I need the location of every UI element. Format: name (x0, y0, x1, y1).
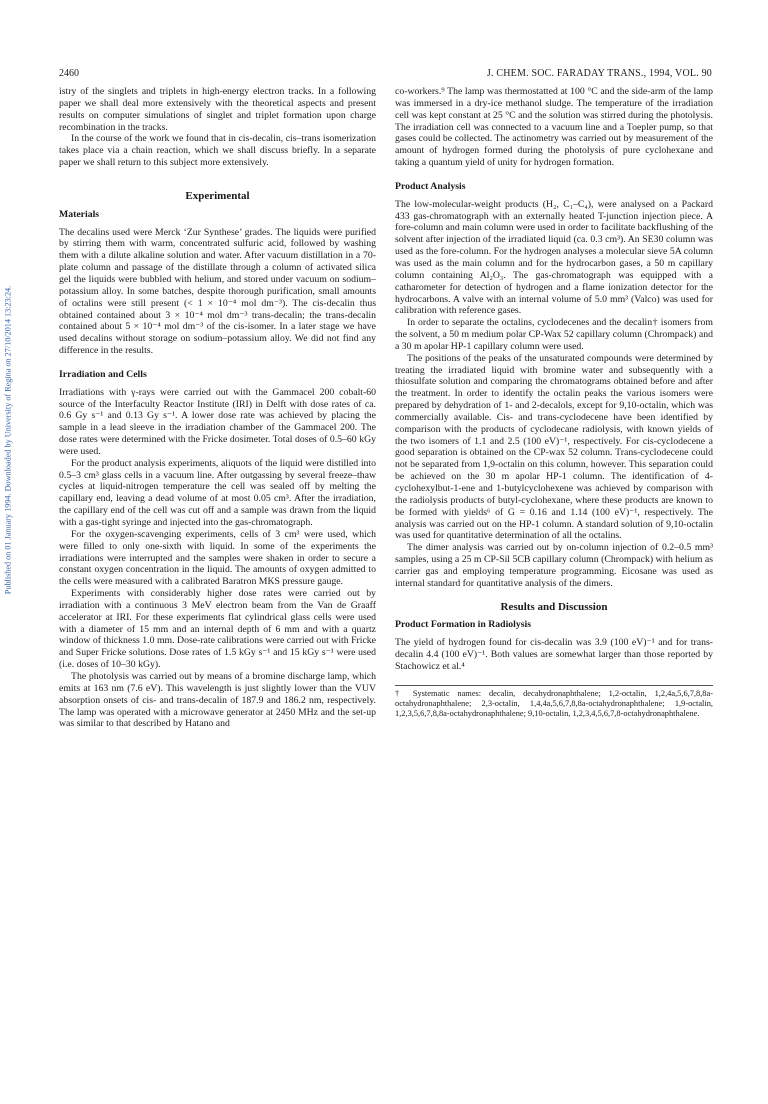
paragraph: The yield of hydrogen found for cis-decalin was 3.9 (100 eV)⁻¹ and for trans-decalin 4.4 (100 eV)⁻¹. Both values are somewhat larger than those reported by Stachowicz et al.⁴ (395, 637, 713, 672)
section-heading-results: Results and Discussion (500, 600, 608, 613)
subheading-materials: Materials (59, 208, 100, 220)
page-number: 2460 (59, 68, 79, 79)
paragraph: For the product analysis experiments, aliquots of the liquid were distilled into 0.5–3 cm³ glass cells in a vacuum line. After outgassing by several freeze–thaw cycles at liquid-nitrogen temperature the cell was sealed off by melting the capillary end, leaving a dead volume of at most 0.05 cm³. After the irradiation, the capillary end of the cell was cut off and a sample was drawn from the liquid with a gas-tight syringe and injected into the gas-chromatograph. (59, 457, 376, 528)
paragraph: co-workers.⁹ The lamp was thermostatted at 100 °C and the side-arm of the lamp was immersed in a dry-ice methanol sludge. The temperature of the irradiation cell was kept constant at 25 °C and the solution was stirred during the photolysis. The irradiation cell was connected to a vacuum line and a Toepler pump, so that gases could be collected. The actinometry was carried out by measurement of the amount of hydrogen formed during the photolysis of pure cyclohexane and taking a quantum yield of unity for hydrogen formation. (395, 86, 713, 169)
subheading-product-formation: Product Formation in Radiolysis (395, 619, 532, 631)
right-column (395, 86, 713, 719)
paragraph: In order to separate the octalins, cyclodecenes and the decalin† isomers from the solvent, a 50 m medium polar CP-Wax 52 capillary column (Chrompack) and a 30 m apolar HP-1 capillary column were used. (395, 317, 713, 352)
paragraph: The positions of the peaks of the unsaturated compounds were determined by treating the irradiated liquid with bromine water and subsequently with a thiosulfate solution and comparing the chromatograms obtained before and after the treatment. In order to identify the octalin peaks the various isomers were prepared by dehydration of 1- and 2-decalols, except for 9,10-octalin, which was commercially available. Cis- and trans-cyclodecene have been identified by comparison with the products of cyclodecane radiolysis, with known yields of the two isomers of 1.1 and 2.5 (100 eV)⁻¹, respectively. For cis-cyclodecene a good separation is obtained on the CP-wax 52 column. Trans-cyclodecene could not be separated from 1,9-octalin on this column, however. This separation could be achieved on the 30 m apolar HP-1 column. The identification of 4-cyclohexylbut-1-ene and 1-butylcyclohexene was achieved by comparison with the radiolysis products of butyl-cyclohexane, where these products are known to be formed with yields⁶ of G = 0.16 and 1.14 (100 eV)⁻¹, respectively. The analysis was carried out on the HP-1 column. A standard solution of 9,10-octalin was used for quantitative determination of all the octalins. (395, 352, 713, 542)
paragraph: Experiments with considerably higher dose rates were carried out by irradiation with a continuous 3 MeV electron beam from the Van de Graaff accelerator at IRI. For these experiments flat cylindrical glass cells were used with a diameter of 15 mm and an internal depth of 6 mm and with a quartz window of thickness 1.0 mm. Dose-rate calibrations were carried out with Fricke and Super Fricke solutions. Dose rates of 1.5 kGy s⁻¹ and 15 kGy s⁻¹ were used (i.e. doses of 10–30 kGy). (59, 588, 376, 671)
subheading-irradiation: Irradiation and Cells (59, 368, 147, 380)
download-watermark (2, 240, 14, 640)
paragraph: For the oxygen-scavenging experiments, cells of 3 cm³ were used, which were filled to only one-sixth with liquid. In some of the experiments the irradiations were interrupted and the samples were shaken in order to secure a constant oxygen concentration in the liquid. The amounts of oxygen admitted to the cells were measured with a calibrated Baratron MKS pressure gauge. (59, 528, 376, 588)
paragraph: In the course of the work we found that in cis-decalin, cis–trans isomerization takes place via a chain reaction, which we shall discuss briefly. In a separate paper we shall return to this subject more extensively. (59, 133, 376, 169)
left-column (59, 86, 376, 730)
download-watermark-text: Published on 01 January 1994. Downloaded by University of Regina on 27/10/2014 13:23:24. (3, 285, 13, 595)
paragraph: istry of the singlets and triplets in high-energy electron tracks. In a following paper we shall deal more extensively with the theoretical aspects and present results on computer simulations of singlet and triplet formation upon charge recombination in the tracks. (59, 86, 376, 133)
paragraph: The dimer analysis was carried out by on-column injection of 0.2–0.5 mm³ samples, using a 25 m CP-Sil 5CB capillary column (Chrompack) with helium as carrier gas and employing temperature programming. Eicosane was used as internal standard for quantitative analysis of the dimers. (395, 542, 713, 589)
subheading-product-analysis: Product Analysis (395, 180, 466, 192)
paragraph: The photolysis was carried out by means of a bromine discharge lamp, which emits at 163 nm (7.6 eV). This wavelength is just slightly lower than the VUV absorption onsets of cis- and trans-decalin of 187.9 and 186.2 nm, respectively. The lamp was operated with a microwave generator at 2450 MHz and the set-up was similar to that described by Hatano and (59, 670, 376, 730)
section-heading-experimental: Experimental (185, 189, 250, 202)
footnote-divider (395, 685, 713, 686)
footnote: † Systematic names: decalin, decahydronaphthalene; 1,2-octalin, 1,2,4a,5,6,7,8,8a-octahydronaphthalene; 2,3-octalin, 1,4,4a,5,6,7,8,8a-octahydronaphthalene; 1,9-octalin, 1,2,3,5,6,7,8,8a-octahydronaphthalene; 9,10-octalin, 1,2,3,4,5,6,7,8-octahydronaphthalene. (395, 688, 713, 718)
paragraph: The decalins used were Merck ‘Zur Synthese’ grades. The liquids were purified by stirring them with warm, concentrated sulfuric acid, followed by washing them with a dilute alkaline solution and water. After vacuum distillation in a 70-plate column and passage of the distillate through a column of activated silica gel the liquids were bubbled with helium, and stored under vacuum on sodium–potassium alloy. In some batches, despite thorough purification, small amounts of octalins were still present (< 1 × 10⁻⁴ mol dm⁻³). The cis-decalin thus obtained contained about 3 × 10⁻⁴ mol dm⁻³ trans-decalin; the trans-decalin contained about 5 × 10⁻⁴ mol dm⁻³ of the cis-isomer. In a later stage we have used decalins without storage on sodium–potassium alloy. We did not find any difference in the results. (59, 226, 376, 357)
paragraph: The low-molecular-weight products (H₂, C₁–C₄), were analysed on a Packard 433 gas-chromatograph with an externally heated T-junction injection piece. A fore-column and main column were used in order to facilitate backflushing of the solvent after injection of the irradiated liquid (ca. 0.3 cm³). An SE30 column was used as the fore-column. For the hydrogen analyses a molecular sieve 5A column was used as the main column and for the hydrocarbon gases, a 50 m capillary column containing Al₂O₃. The gas-chromatograph was equipped with a catharometer for detection of hydrogen and a flame ionization detector for the hydrocarbons. A valve with an internal volume of 5.0 mm³ (Valco) was used for calibration with reference gases. (395, 198, 713, 317)
journal-header: J. CHEM. SOC. FARADAY TRANS., 1994, VOL. 90 (486, 68, 712, 79)
paragraph: Irradiations with γ-rays were carried out with the Gammacel 200 cobalt-60 source of the Interfaculty Reactor Institute (IRI) in Delft with dose rates of ca. 0.6 Gy s⁻¹ and 0.13 Gy s⁻¹. A lower dose rate was achieved by placing the sample in a lead sleeve in the irradiation chamber of the Gammacel 200. The dose rates were determined with the Fricke dosimeter. Total doses of 0.5–60 kGy were used. (59, 386, 376, 457)
